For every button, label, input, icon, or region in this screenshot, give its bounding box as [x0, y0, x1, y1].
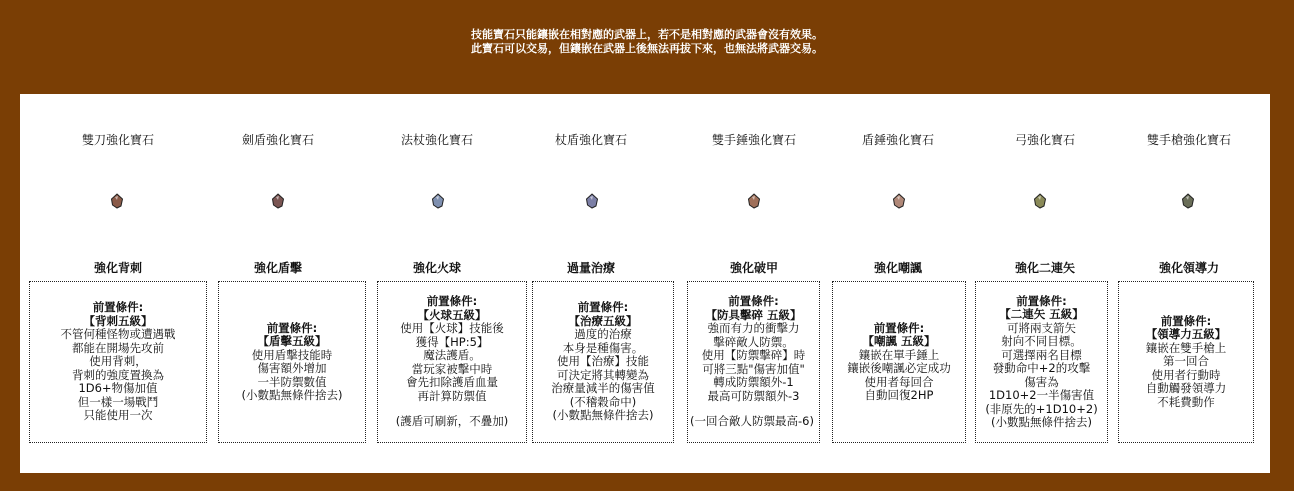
gem-icon — [110, 193, 124, 209]
gem-name: 弓強化寶石 — [1014, 133, 1075, 147]
effect-line: (小數點無條件捨去) — [991, 415, 1092, 429]
requirement-box — [832, 281, 966, 443]
skill-title: 強化二連矢 — [1014, 261, 1075, 275]
requirement-skill: 【嘲諷 五級】 — [862, 334, 936, 348]
effect-line: 傷害額外增加 — [257, 361, 327, 375]
effect-line: 轉成防禦額外-1 — [713, 375, 794, 390]
gem-name: 劍盾強化寶石 — [241, 133, 314, 147]
gem-name: 雙手槍強化寶石 — [1146, 133, 1231, 147]
effect-line: (小數點無條件捨去) — [552, 408, 654, 423]
effect-line: (不稽穀命中) — [569, 394, 637, 409]
effect-line: 獲得【HP:5】 — [415, 334, 489, 349]
notice-line-1: 技能寶石只能鑲嵌在相對應的武器上，若不是相對應的武器會沒有效果。 — [471, 28, 823, 41]
effect-line: 會先扣除護盾血量 — [406, 375, 498, 390]
requirement-label: 前置條件: — [728, 294, 779, 309]
effect-line: 可選擇兩名目標 — [1001, 347, 1082, 362]
gem-icon — [585, 193, 599, 209]
effect-line: (非原先的+1D10+2) — [985, 401, 1098, 416]
effect-line: 不耗費動作 — [1157, 394, 1215, 409]
effect-line: 使用【治療】技能 — [557, 354, 649, 369]
gem-icon — [431, 193, 445, 209]
effect-line: 擊碎敵人防禦。 — [713, 334, 794, 349]
skill-title: 強化背刺 — [93, 261, 142, 275]
gem-name: 法杖強化寶石 — [400, 133, 473, 147]
effect-line: 再計算防禦值 — [417, 388, 487, 403]
requirement-skill: 【二連矢 五級】 — [999, 307, 1084, 321]
note-line: (護盾可刷新，不疊加) — [395, 414, 509, 429]
effect-line: 可將三點"傷害加值" — [702, 361, 805, 376]
requirement-box — [975, 281, 1108, 443]
effect-line: 都能在開場先攻前 — [72, 340, 164, 355]
skill-title: 過量治療 — [566, 261, 615, 275]
requirement-box — [218, 281, 366, 443]
effect-line: 1D6+物傷加值 — [78, 381, 158, 396]
effect-line: (小數點無條件捨去) — [241, 388, 343, 402]
requirement-box — [377, 281, 527, 443]
requirement-skill: 【治療五級】 — [568, 313, 638, 328]
requirement-label: 前置條件: — [1016, 293, 1067, 308]
effect-line: 過度的治療 — [574, 327, 632, 342]
gem-icon — [1181, 193, 1195, 209]
effect-line: 不管何種怪物或遭遇戰 — [60, 327, 176, 342]
effect-line: 魔法護盾。 — [423, 348, 481, 363]
effect-line: 可將兩支箭矢 — [1007, 320, 1076, 335]
requirement-skill: 【火球五級】 — [417, 307, 487, 322]
effect-line: 自動觸發領導力 — [1145, 381, 1227, 396]
requirement-label: 前置條件: — [92, 300, 144, 315]
effect-line: 第一回合 — [1163, 354, 1209, 369]
effect-line: 鑲嵌在雙手槍上 — [1145, 340, 1227, 355]
gem-name: 杖盾強化寶石 — [554, 133, 627, 147]
gem-icon — [271, 193, 285, 209]
skill-title: 強化火球 — [412, 261, 461, 275]
effect-line: 強而有力的衝擊力 — [707, 321, 800, 336]
effect-line: 本身是種傷害。 — [562, 340, 644, 355]
effect-line: 背刺的強度置換為 — [72, 367, 164, 382]
gem-name: 雙刀強化寶石 — [81, 133, 154, 147]
skill-title: 強化盾擊 — [253, 261, 302, 275]
effect-line: 但一樣一場戰鬥 — [77, 394, 159, 409]
requirement-label: 前置條件: — [577, 300, 629, 315]
requirement-skill: 【防具擊碎 五級】 — [705, 307, 802, 322]
effect-line: 使用【火球】技能後 — [400, 321, 504, 336]
gem-icon — [892, 193, 906, 209]
skill-title: 強化領導力 — [1158, 261, 1219, 275]
gem-icon — [1033, 193, 1047, 209]
requirement-label: 前置條件: — [426, 294, 478, 309]
effect-line: 只能使用一次 — [83, 408, 153, 423]
effect-line: 使用盾擊技能時 — [251, 347, 333, 362]
effect-line: 當玩家被擊中時 — [411, 361, 493, 376]
requirement-box — [532, 281, 674, 443]
notice-line-2: 此寶石可以交易，但鑲嵌在武器上後無法再拔下來，也無法將武器交易。 — [471, 42, 823, 55]
effect-line: 射向不同目標。 — [1001, 334, 1082, 348]
effect-line: 1D10+2一半傷害值 — [988, 388, 1095, 402]
effect-line: 自動回復2HP — [864, 388, 934, 402]
effect-line: 使用者每回合 — [864, 374, 934, 389]
effect-line: 鑲嵌後嘲諷必定成功 — [847, 361, 951, 375]
note-line: (一回合敵人防禦最高-6) — [690, 414, 814, 429]
effect-line: 使用背刺， — [89, 354, 147, 369]
requirement-label: 前置條件: — [266, 320, 318, 335]
effect-line: 治療量減半的傷害值 — [551, 381, 655, 396]
gem-name: 雙手錘強化寶石 — [711, 133, 796, 147]
gem-panel — [20, 94, 1270, 473]
effect-line: 一半防禦數值 — [257, 374, 327, 389]
gem-name: 盾錘強化寶石 — [861, 133, 934, 147]
effect-line: 鑲嵌在單手錘上 — [858, 347, 940, 362]
requirement-box — [1118, 281, 1254, 443]
gem-icon — [747, 193, 761, 209]
effect-line: 可決定將其轉變為 — [557, 367, 649, 382]
skill-title: 強化破甲 — [729, 261, 778, 275]
requirement-skill: 【盾擊五級】 — [257, 334, 327, 348]
requirement-label: 前置條件: — [1160, 313, 1212, 328]
requirement-box — [687, 281, 820, 443]
requirement-skill: 【領導力五級】 — [1145, 327, 1227, 342]
effect-line: 傷害為 — [1024, 374, 1059, 389]
requirement-skill: 【背刺五級】 — [83, 313, 153, 328]
notice-text — [0, 28, 1294, 56]
effect-line: 使用者行動時 — [1151, 367, 1221, 382]
effect-line: 發動命中+2的攻擊 — [992, 361, 1091, 375]
effect-line: 最高可防禦額外-3 — [707, 388, 800, 403]
requirement-box — [29, 281, 207, 443]
skill-title: 強化嘲諷 — [873, 261, 922, 275]
effect-line: 使用【防禦擊碎】時 — [701, 348, 806, 363]
requirement-label: 前置條件: — [873, 320, 925, 335]
